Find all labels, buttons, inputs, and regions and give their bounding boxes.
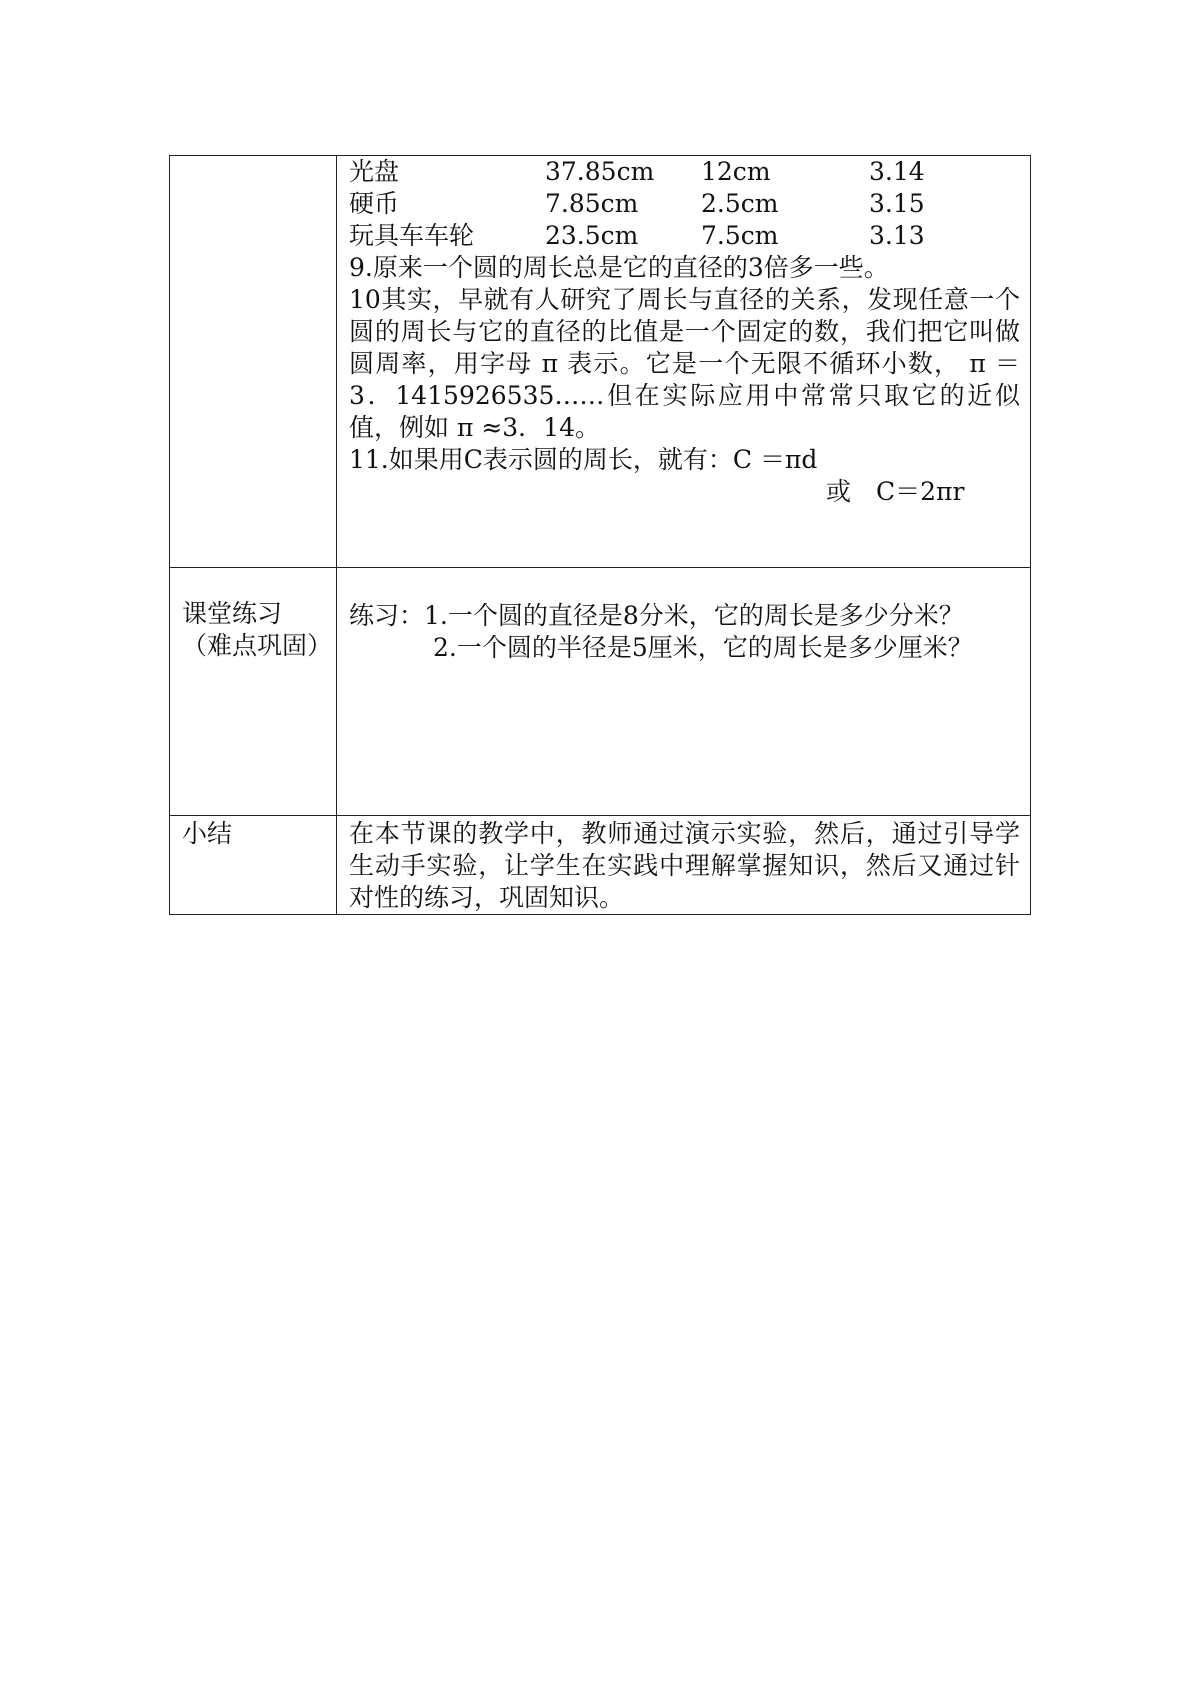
table-row-summary: [170, 816, 1031, 915]
row-label-summary: 小结: [170, 816, 337, 915]
ratio-value: 3.13: [869, 221, 925, 250]
data-row-coin: [349, 188, 1020, 220]
row-label-empty: [170, 156, 337, 568]
item-name: 玩具车车轮: [349, 221, 475, 250]
experiment-content-cell: [337, 156, 1031, 568]
point-10-text: 10其实，早就有人研究了周长与直径的关系，发现任意一个圆的周长与它的直径的比值是一个固定的数，我们把它叫做圆周率，用字母 π 表示。它是一个无限不循环小数， π ＝3．1415926535……但在实际应用中常常只取它的近似值，例如 π ≈3．14。: [349, 285, 1020, 442]
point-9-text: 9.原来一个圆的周长总是它的直径的3倍多一些。: [349, 253, 889, 282]
row-label-practice: 课堂练习（难点巩固）: [170, 568, 337, 816]
table-row-practice: [170, 568, 1031, 816]
circumference-value: 23.5cm: [545, 221, 639, 250]
item-name: 硬币: [349, 189, 400, 218]
summary-text: 在本节课的教学中，教师通过演示实验，然后，通过引导学生动手实验，让学生在实践中理解掌握知识，然后又通过针对性的练习，巩固知识。: [349, 819, 1020, 912]
table-row-experiment: [170, 156, 1031, 568]
circumference-value: 37.85cm: [545, 157, 655, 186]
exercise-1-text: 练习：1.一个圆的直径是8分米，它的周长是多少分米？: [349, 601, 964, 630]
data-row-toy-wheel: [349, 220, 1020, 252]
practice-content-cell: [337, 568, 1031, 816]
ratio-value: 3.14: [869, 157, 925, 186]
point-11-alt-formula: 或 C＝2πr: [826, 477, 965, 506]
data-row-disc: [349, 156, 1020, 188]
point-11-formula: 11.如果用C表示圆的周长，就有：C ＝πd: [349, 445, 818, 474]
summary-content-cell: [337, 816, 1031, 915]
lesson-plan-table: [169, 155, 1031, 915]
ratio-value: 3.15: [869, 189, 925, 218]
diameter-value: 2.5cm: [701, 189, 779, 218]
circumference-value: 7.85cm: [545, 189, 639, 218]
diameter-value: 7.5cm: [701, 221, 779, 250]
diameter-value: 12cm: [701, 157, 771, 186]
exercise-2-text: 2.一个圆的半径是5厘米，它的周长是多少厘米？: [433, 633, 973, 662]
item-name: 光盘: [349, 157, 400, 186]
